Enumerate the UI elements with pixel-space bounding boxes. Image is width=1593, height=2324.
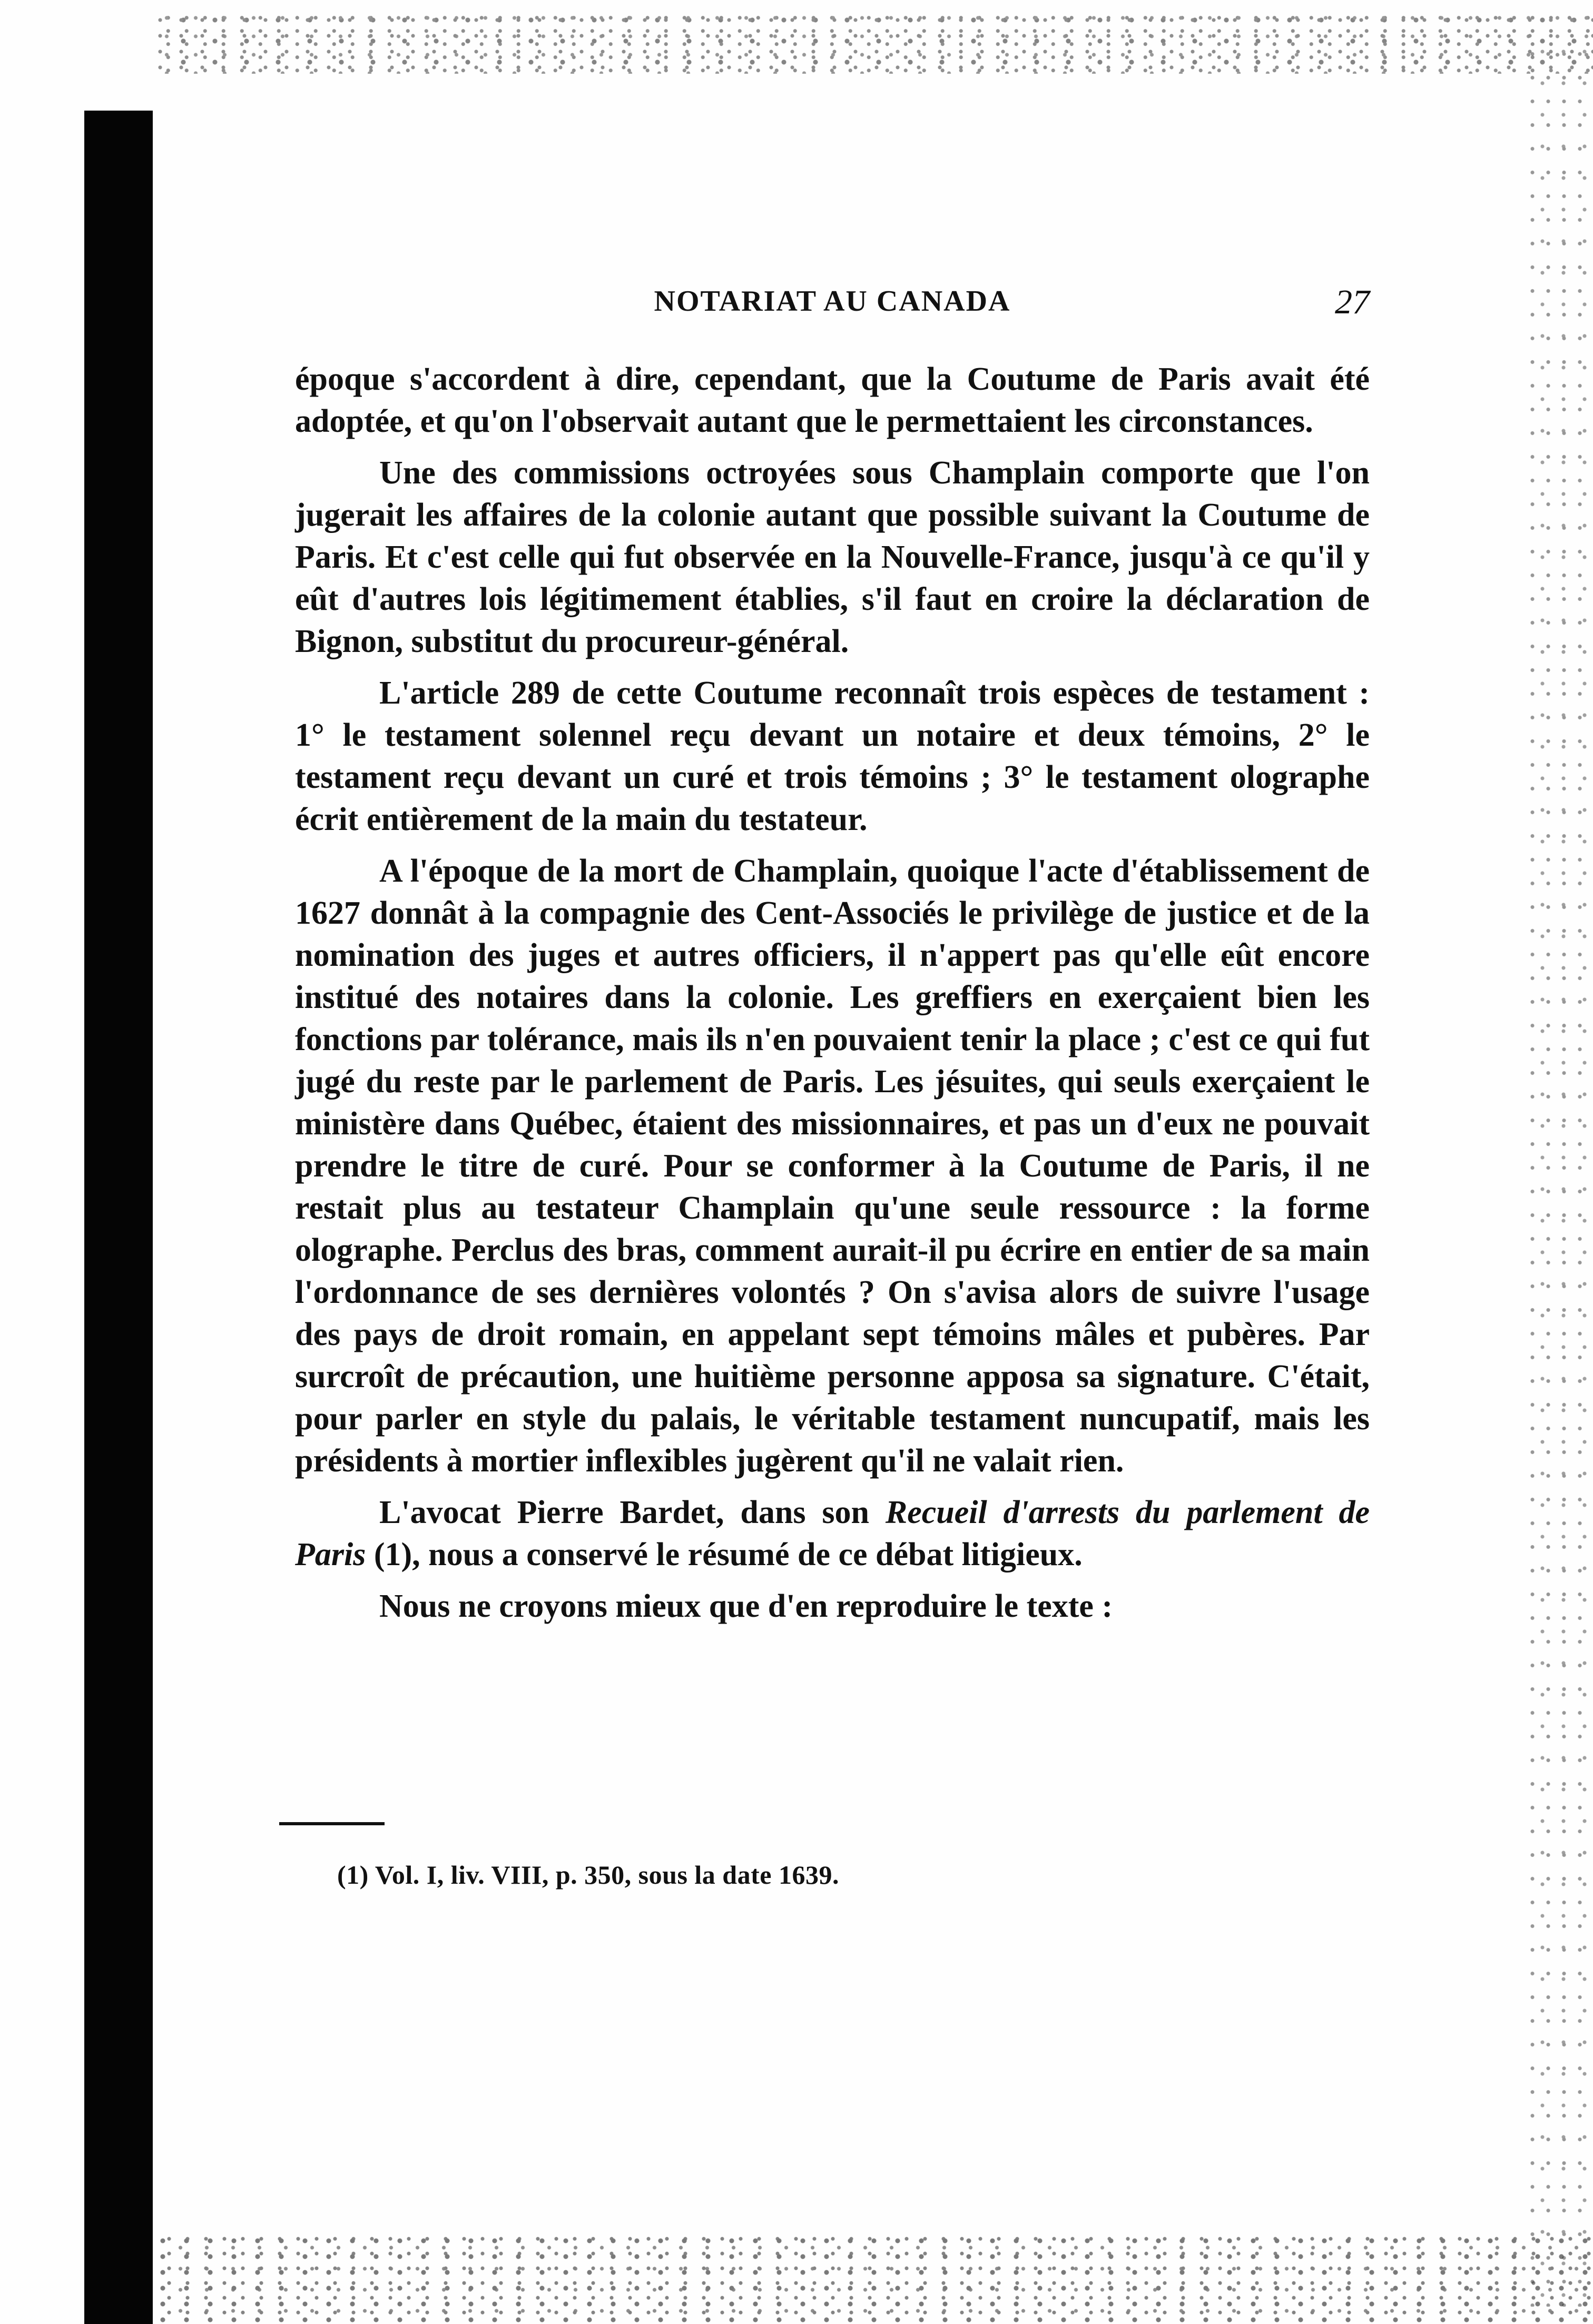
bardet-text-after: (1), nous a conservé le résumé de ce débat litigieux. [366, 1537, 1083, 1573]
body-text [295, 358, 1370, 1637]
scan-noise-bottom [158, 2233, 1593, 2324]
bardet-book-title: Recueil d'arrests du parlement de Paris [295, 1495, 1370, 1573]
paragraph-bardet [295, 1491, 1370, 1576]
scan-noise-top [158, 11, 1593, 74]
bardet-text-before: L'avocat Pierre Bardet, dans son [379, 1495, 886, 1530]
paragraph-commissions: Une des commissions octroyées sous Champlain comporte que l'on jugerait les affaires de la colonie autant que possible suivant la Coutume de Paris. Et c'est celle qui fut observée en la Nouvelle-France, jusqu'à ce qu'il y eût d'autres lois légitimement établies, s'il faut en croire la déclaration de Bignon, substitut du procureur-général. [295, 455, 1370, 659]
page-number: 27 [1335, 283, 1370, 321]
paragraph-champlain-death: A l'époque de la mort de Champlain, quoique l'acte d'établissement de 1627 donnât à la compagnie des Cent-Associés le privilège de justice et de la nomination des juges et autres officiers, il n'appert pas qu'elle eût encore institué des notaires dans la colonie. Les greffiers en exerçaient bien les fonctions par tolérance, mais ils n'en pouvaient tenir la place ; c'est ce qui fut jugé du reste par le parlement de Paris. Les jésuites, qui seuls exerçaient le ministère dans Québec, étaient des missionnaires, et pas un d'eux ne pouvait prendre le titre de curé. Pour se conformer à la Coutume de Paris, il ne restait plus au testateur Champlain qu'une seule ressource : la forme olographe. Perclus des bras, comment aurait-il pu écrire en entier de sa main l'ordonnance de ses dernières volontés ? On s'avisa alors de suivre l'usage des pays de droit romain, en appelant sept témoins mâles et pubères. Par surcroît de précaution, une huitième personne apposa sa signature. C'était, pour parler en style du palais, le véritable testament nuncupatif, mais les présidents à mortier inflexibles jugèrent qu'il ne valait rien. [295, 853, 1370, 1479]
running-title: NOTARIAT AU CANADA [654, 285, 1011, 318]
footnote: (1) Vol. I, liv. VIII, p. 350, sous la date 1639. [337, 1860, 839, 1890]
paragraph-closing: Nous ne croyons mieux que d'en reproduire le texte : [379, 1588, 1113, 1624]
page-header [295, 284, 1370, 327]
paragraph-article-289: L'article 289 de cette Coutume reconnaît trois espèces de testament : 1° le testament solennel reçu devant un notaire et deux témoins, 2° le testament reçu devant un curé et trois témoins ; 3° le testament olographe écrit entièrement de la main du testateur. [295, 675, 1370, 837]
paragraph-continuation: époque s'accordent à dire, cependant, que la Coutume de Paris avait été adoptée, et qu'on l'observait autant que le permettaient les circonstances. [295, 361, 1370, 439]
scan-noise-right [1528, 42, 1593, 2307]
scan-edge-shadow [84, 111, 153, 2324]
footnote-divider [279, 1822, 385, 1825]
